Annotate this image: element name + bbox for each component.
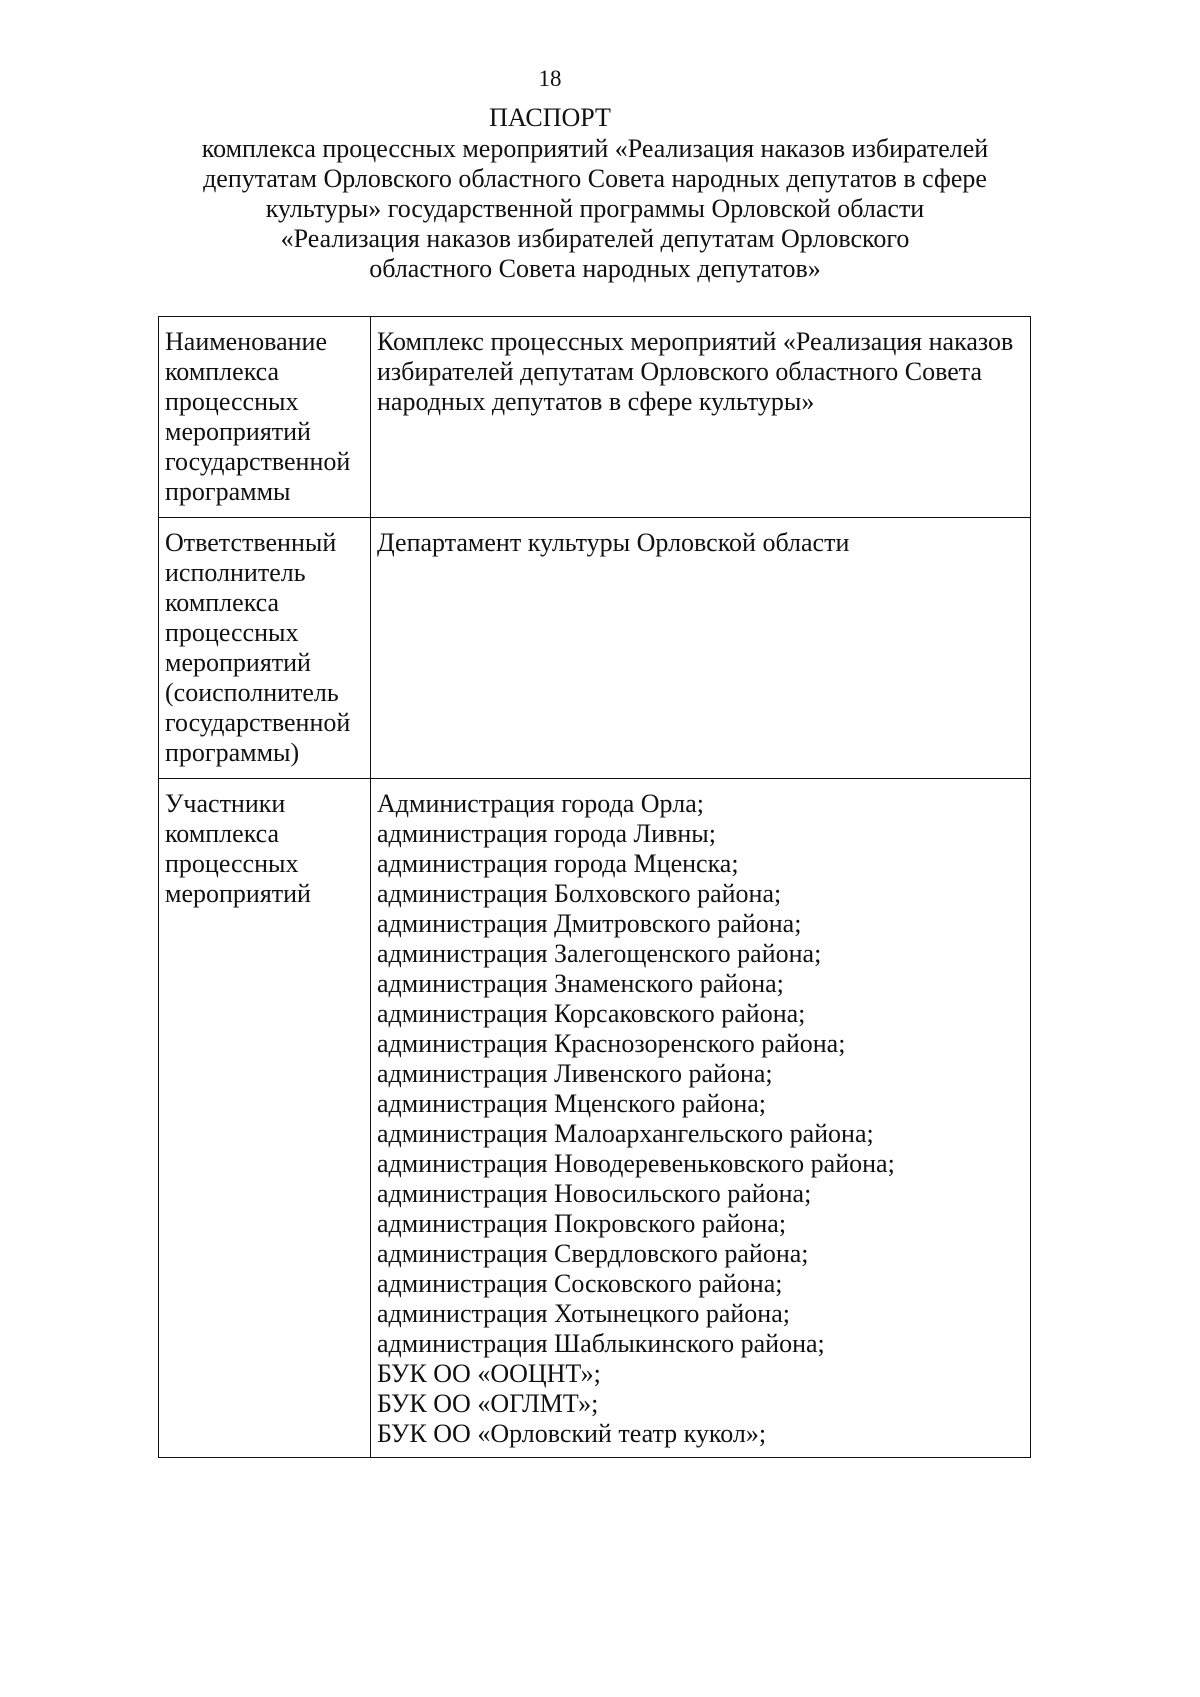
subtitle-line: областного Совета народных депутатов» [369,254,821,283]
participant-item: администрация Корсаковского района; [377,999,806,1028]
participant-item: администрация Хотынецкого района; [377,1299,790,1328]
label-line: комплекса [165,588,280,617]
participant-item: администрация Шаблыкинского района; [377,1329,825,1358]
passport-table [158,316,1031,1458]
participant-item: администрация Дмитровского района; [377,909,802,938]
participant-item: Администрация города Орла; [377,789,704,818]
label-line: государственной [165,447,351,476]
value-cell [371,779,1031,1458]
subtitle-line: комплекса процессных мероприятий «Реализация наказов избирателей [201,134,989,163]
participant-item: администрация Болховского района; [377,879,782,908]
participant-item: администрация Ливенского района; [377,1059,773,1088]
value-cell [371,518,1031,779]
table-row-participants [159,779,1031,1458]
table-row-responsible-executor [159,518,1031,779]
value-line: Комплекс процессных мероприятий «Реализация наказов [377,327,1014,356]
label-line: программы [165,477,291,506]
participant-item: администрация Новосильского района; [377,1179,812,1208]
participant-item: администрация Покровского района; [377,1209,787,1238]
value-line: народных депутатов в сфере культуры» [377,387,815,416]
table-row-program-name [159,317,1031,518]
participant-item: администрация Малоархангельского района; [377,1119,874,1148]
label-line: комплекса [165,819,280,848]
label-line: процессных [165,618,299,647]
document-title: ПАСПОРТ [489,103,611,132]
label-line: мероприятий [165,879,311,908]
label-cell [159,317,371,518]
label-line: мероприятий [165,417,311,446]
label-line: комплекса [165,357,280,386]
label-line: исполнитель [165,558,306,587]
label-cell [159,779,371,1458]
label-cell [159,518,371,779]
subtitle-line: культуры» государственной программы Орловской области [265,194,925,223]
value-line: Департамент культуры Орловской области [377,528,850,557]
page-number: 18 [538,66,562,91]
label-line: государственной [165,708,351,737]
label-line: мероприятий [165,648,311,677]
label-line: процессных [165,849,299,878]
participant-item: администрация города Ливны; [377,819,716,848]
label-line: Ответственный [165,528,337,557]
participant-item: БУК ОО «ОГЛМТ»; [377,1389,599,1418]
value-cell [371,317,1031,518]
subtitle-line: депутатам Орловского областного Совета народных депутатов в сфере [203,164,987,193]
label-line: процессных [165,387,299,416]
participant-item: администрация Залегощенского района; [377,939,822,968]
participant-item: администрация Свердловского района; [377,1239,809,1268]
subtitle-line: «Реализация наказов избирателей депутатам Орловского [280,224,910,253]
value-line: избирателей депутатам Орловского областного Совета [377,357,982,386]
participant-item: администрация Новодеревеньковского района; [377,1149,895,1178]
participant-item: БУК ОО «Орловский театр кукол»; [377,1419,767,1448]
label-line: (соисполнитель [165,678,339,707]
participant-item: администрация Краснозоренского района; [377,1029,846,1058]
participant-item: администрация Сосковского района; [377,1269,783,1298]
label-line: Наименование [165,327,327,356]
label-line: программы) [165,738,300,767]
participant-item: администрация Знаменского района; [377,969,784,998]
document-subtitle [150,134,1040,284]
label-line: Участники [165,789,286,818]
participant-item: администрация Мценского района; [377,1089,766,1118]
participant-item: администрация города Мценска; [377,849,739,878]
participant-item: БУК ОО «ООЦНТ»; [377,1359,601,1388]
